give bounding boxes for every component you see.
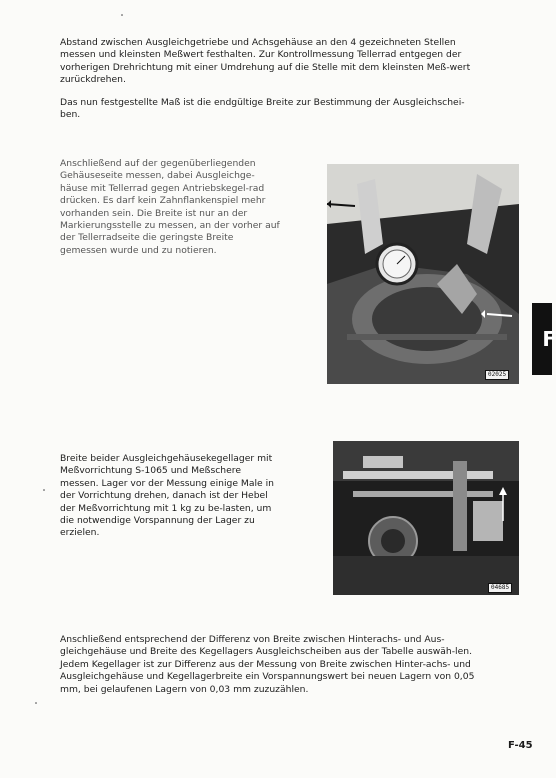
paper-speck [35,702,37,704]
paper-speck [121,14,123,16]
page-number: F-45 [508,740,533,751]
paragraph-measure-distance: Abstand zwischen Ausgleichgetriebe und Achsgehäuse an den 4 gezeichneten Stellen messen und kleinsten Meßwert festhalten. Zur Kontrollmessung Tellerrad entgegen der vorherigen Drehrichtung mit einer Umdrehung auf die Stelle mit dem kleinsten Meß-wert zurückdrehen. [60,37,471,86]
paragraph-opposite-side: Anschließend auf der gegenüberliegenden Gehäuseseite messen, dabei Ausgleichge-häuse mit Tellerrad gegen Antriebskegel-rad drücken. Es darf kein Zahnflankenspiel mehr vorhanden sein. Die Breite ist nur an der Markierungsstelle zu messen, an der vorher auf der Tellerradseite die geringste Breite gemessen wurde und zu notieren. [60,158,280,256]
photo-id-label: 02025 [485,370,509,380]
section-tab-letter: F [542,327,556,351]
photo-id-label: 04685 [488,583,512,593]
paragraph-bearing-width: Breite beider Ausgleichgehäusekegellager mit Meßvorrichtung S-1065 und Meßschere messen. Lager vor der Messung einige Male in der Vorrichtung drehen, danach ist der Hebel der Meßvorrichtung mit 1 kg zu be-lasten, um die notwendige Vorspannung der Lager zu erzielen. [60,453,274,539]
photo-bearing-measurement [333,441,519,595]
paragraph-select-shims: Anschließend entsprechend der Differenz von Breite zwischen Hinterachs- und Aus-gleichgehäuse und Breite des Kegellagers Ausgleichscheiben aus der Tabelle auswäh-len. Jedem Kegellager ist zur Differenz aus der Messung von Breite zwischen Hinter-achs- und Ausgleichgehäuse und Kegellagerbreite ein Vorspannungswert bei neuen Lagern von 0,05 mm, bei gelaufenen Lagern von 0,03 mm zuzuzählen. [60,634,475,695]
section-tab-marker [532,303,556,375]
paper-speck [43,489,45,491]
photo-housing-measurement [327,164,519,384]
paragraph-final-width: Das nun festgestellte Maß ist die endgültige Breite zur Bestimmung der Ausgleichschei-ben. [60,97,465,121]
